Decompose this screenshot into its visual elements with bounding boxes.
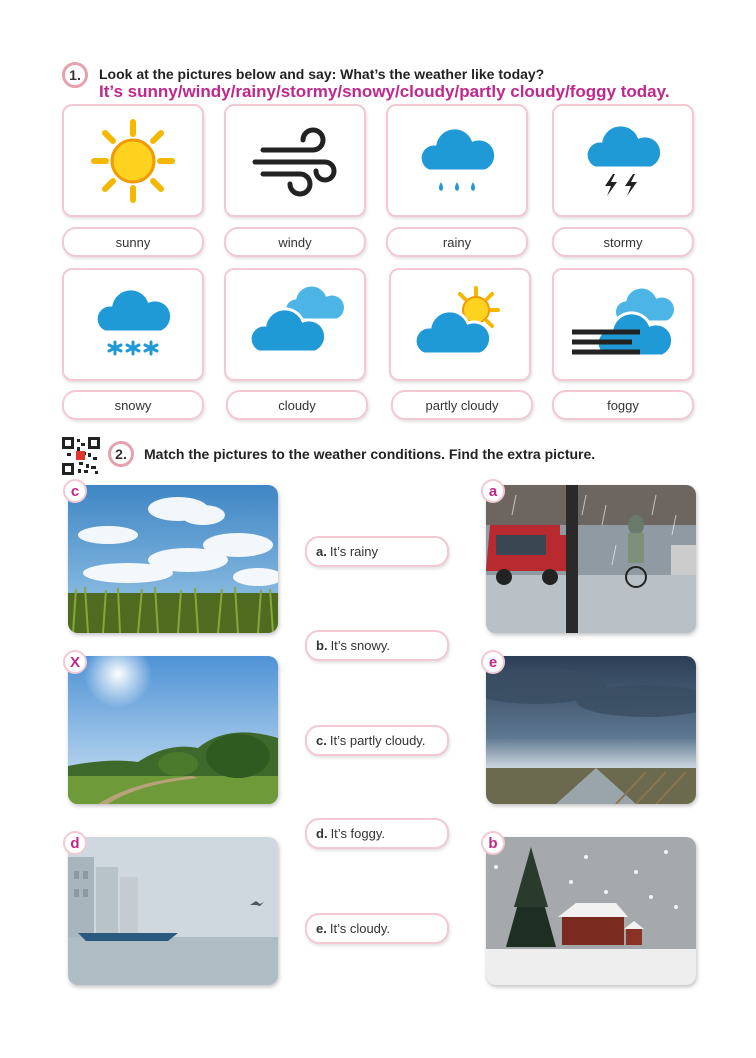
sentence-c-key: c. — [316, 733, 327, 748]
weather-label-partly-cloudy: partly cloudy — [391, 390, 533, 420]
photo-snowy-cabin — [486, 837, 696, 985]
fog-icon — [568, 280, 678, 370]
sentence-d-text: It’s foggy. — [330, 826, 385, 841]
weather-card-snowy — [62, 268, 204, 381]
weather-card-sunny — [62, 104, 204, 217]
weather-label-cloudy: cloudy — [226, 390, 368, 420]
sentence-e — [305, 913, 449, 944]
exercise-2-number: 2. — [108, 441, 134, 467]
weather-label-rainy: rainy — [386, 227, 528, 257]
photo-letter-d: d — [63, 831, 87, 855]
rain-cloud-icon — [407, 116, 507, 206]
photo-partly-cloudy-sky — [68, 485, 278, 633]
snow-cloud-icon — [83, 280, 183, 370]
weather-label-windy: windy — [224, 227, 366, 257]
storm-cloud-icon — [573, 116, 673, 206]
photo-letter-a: a — [481, 479, 505, 503]
partly-cloudy-icon — [410, 280, 510, 370]
photo-letter-e: e — [481, 650, 505, 674]
photo-letter-b: b — [481, 831, 505, 855]
wind-icon — [245, 116, 345, 206]
exercise-1-number: 1. — [62, 62, 88, 88]
cloud-icon — [245, 280, 345, 370]
weather-label-sunny: sunny — [62, 227, 204, 257]
sentence-e-key: e. — [316, 921, 327, 936]
sentence-a-text: It’s rainy — [329, 544, 379, 559]
sentence-b — [305, 630, 449, 661]
sentence-b-text: It’s snowy. — [330, 638, 391, 653]
photo-letter-x: X — [63, 650, 87, 674]
weather-label-snowy: snowy — [62, 390, 204, 420]
weather-label-stormy: stormy — [552, 227, 694, 257]
sun-icon — [83, 116, 183, 206]
sentence-b-key: b. — [316, 638, 328, 653]
weather-label-foggy: foggy — [552, 390, 694, 420]
sentence-d — [305, 818, 449, 849]
exercise-1-instruction: Look at the pictures below and say: What’s the weather like today? — [99, 66, 545, 82]
sentence-d-key: d. — [316, 826, 328, 841]
photo-letter-c: c — [63, 479, 87, 503]
weather-card-cloudy — [224, 268, 366, 381]
qr-code[interactable] — [62, 437, 100, 475]
weather-card-stormy — [552, 104, 694, 217]
photo-sunny-park — [68, 656, 278, 804]
sentence-c-text: It’s partly cloudy. — [329, 733, 426, 748]
weather-card-partly-cloudy — [389, 268, 531, 381]
sentence-a — [305, 536, 449, 567]
exercise-1-model-sentence: It’s sunny/windy/rainy/stormy/snowy/cloudy/partly cloudy/foggy today. — [99, 82, 670, 101]
exercise-2-instruction: Match the pictures to the weather conditions. Find the extra picture. — [144, 446, 596, 462]
photo-foggy-harbor — [68, 837, 278, 985]
weather-card-windy — [224, 104, 366, 217]
weather-card-foggy — [552, 268, 694, 381]
weather-card-rainy — [386, 104, 528, 217]
sentence-e-text: It’s cloudy. — [329, 921, 391, 936]
sentence-a-key: a. — [316, 544, 327, 559]
photo-rainy-street — [486, 485, 696, 633]
photo-cloudy-field — [486, 656, 696, 804]
sentence-c — [305, 725, 449, 756]
